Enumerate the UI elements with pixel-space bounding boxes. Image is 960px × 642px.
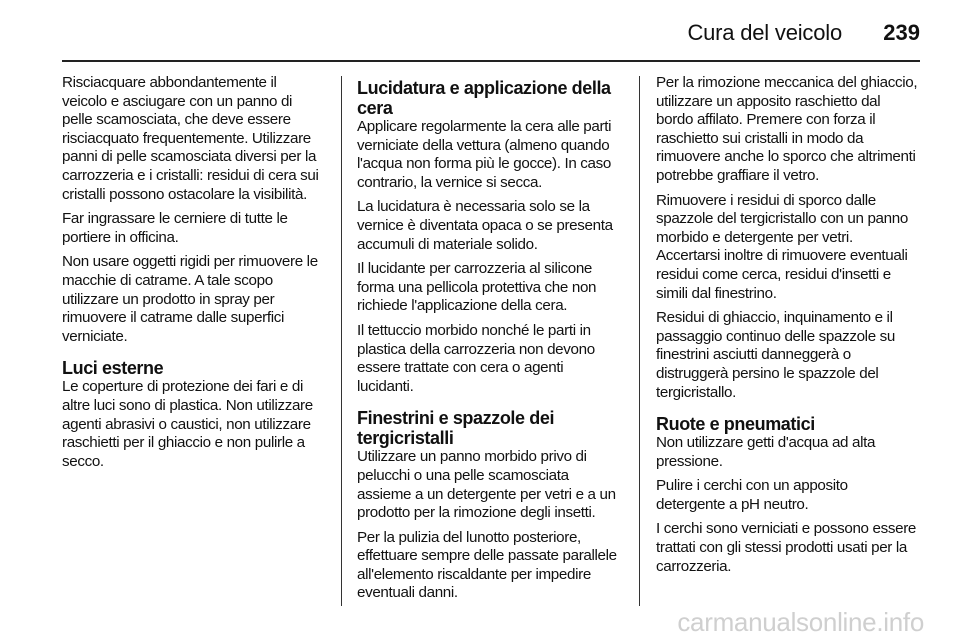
column-2: [357, 78, 619, 609]
page-number: 239: [883, 20, 920, 45]
paragraph-silicone: Il lucidante per carrozzeria al silicone forma una pellicola protettiva che non richiede l'applicazione della cera.: [357, 260, 597, 315]
paragraph-soft-top: Il tettuccio morbido nonché le parti in plastica della carrozzeria non devono essere trattate con cera o agenti lucidanti.: [357, 321, 595, 395]
heading-lucidatura: Lucidatura e applicazione della cera: [357, 78, 611, 118]
paragraph-lights: Le coperture di protezione dei fari e di altre luci sono di plastica. Non utilizzare agenti abrasivi o caustici, non utilizzare raschietti per il ghiaccio e non pulirle a secco.: [62, 378, 313, 470]
header-rule: [62, 60, 920, 62]
paragraph-rims: Pulire i cerchi con un apposito detergente a pH neutro.: [656, 477, 848, 513]
paragraph-tar: Non usare oggetti rigidi per rimuovere le macchie di catrame. A tale scopo utilizzare un prodotto in spray per rimuovere il catrame dalle superfici verniciate.: [62, 253, 318, 345]
paragraph-hinges: Far ingrassare le cerniere di tutte le portiere in officina.: [62, 210, 288, 246]
heading-luci-esterne: Luci esterne: [62, 358, 164, 379]
heading-ruote: Ruote e pneumatici: [656, 414, 815, 435]
paragraph-ice-scraper: Per la rimozione meccanica del ghiaccio, utilizzare un apposito raschietto dal bordo affilato. Premere con forza il raschietto sui cristalli in modo da rimuovere anche lo sporco che altrimenti potrebbe graffiare il vetro.: [656, 74, 918, 184]
paragraph-painted-rims: I cerchi sono verniciati e possono essere trattati con gli stessi prodotti usati per la carrozzeria.: [656, 520, 917, 575]
page-header: [0, 0, 960, 56]
paragraph-wiper-damage: Residui di ghiaccio, inquinamento e il passaggio continuo delle spazzole su finestrini asciutti danneggerà o distruggerà persino le spazzole del tergicristallo.: [656, 309, 896, 401]
paragraph-wax: Applicare regolarmente la cera alle parti verniciate della vettura (almeno quando l'acqua non forma più le gocce). In caso contrario, la vernice si secca.: [357, 118, 612, 191]
paragraph-cloth: Utilizzare un panno morbido privo di pelucchi o una pelle scamosciata assieme a un detergente per vetri e a un prodotto per la rimozione degli insetti.: [357, 448, 616, 522]
column-divider-1: [341, 76, 342, 606]
paragraph-pressure: Non utilizzare getti d'acqua ad alta pressione.: [656, 434, 876, 470]
section-title: Cura del veicolo: [687, 20, 842, 45]
column-3: [656, 74, 918, 582]
paragraph-rinse: Risciacquare abbondantemente il veicolo e asciugare con un panno di pelle scamosciata, che deve essere risciacquato frequentemente. Utilizzare panni di pelle scamosciata diversi per la carrozzeria e i cristalli: residui di cera sui cristalli possono ostacolare la visibilità.: [62, 74, 319, 203]
paragraph-wiper-blades: Rimuovere i residui di sporco dalle spazzole del tergicristallo con un panno morbido e detergente per vetri. Accertarsi inoltre di rimuovere eventuali residui come cerca, residui d'insetti e simili dal finestrino.: [656, 191, 908, 302]
heading-finestrini: Finestrini e spazzole dei tergicristalli: [357, 408, 555, 449]
column-1: [62, 74, 324, 477]
paragraph-polish: La lucidatura è necessaria solo se la vernice è diventata opaca o se presenta accumuli di materiale solido.: [357, 198, 613, 253]
column-divider-2: [639, 76, 640, 606]
paragraph-rear-window: Per la pulizia del lunotto posteriore, effettuare sempre delle passate parallele all'elemento riscaldante per impedire eventuali danni.: [357, 528, 617, 602]
watermark: carmanualsonline.info: [677, 607, 924, 637]
